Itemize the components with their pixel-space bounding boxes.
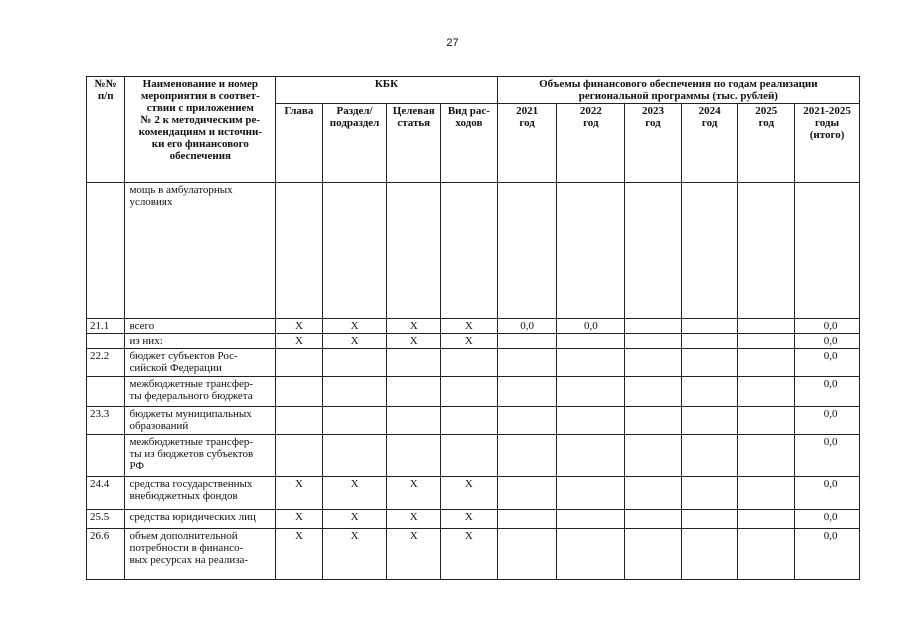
row-num [87,377,125,407]
header-volumes: Объемы финансового обеспечения по годам реализации региональной программы (тыс. рублей) [497,77,859,104]
row-kbk [322,183,387,319]
row-kbk: X [387,334,441,349]
row-total: 0,0 [795,377,860,407]
header-num: №№ п/п [87,77,125,183]
row-kbk: X [322,510,387,529]
row-kbk [387,435,441,477]
header-kbk-col: Вид рас- ходов [441,104,498,183]
row-kbk: X [441,477,498,510]
row-year [625,407,682,435]
row-year [497,407,557,435]
header-year: 2023 год [625,104,682,183]
row-kbk [441,435,498,477]
row-kbk [441,349,498,377]
row-kbk: X [322,334,387,349]
row-year: 0,0 [557,319,625,334]
row-num [87,435,125,477]
row-kbk [387,349,441,377]
row-year [738,529,795,580]
row-kbk: X [276,477,323,510]
row-kbk [276,407,323,435]
header-year: 2022 год [557,104,625,183]
row-year [625,319,682,334]
row-num: 24.4 [87,477,125,510]
row-kbk: X [276,334,323,349]
row-num: 26.6 [87,529,125,580]
row-kbk: X [322,529,387,580]
row-year [681,510,738,529]
row-kbk: X [387,477,441,510]
row-year [738,319,795,334]
row-year [557,334,625,349]
row-kbk [276,183,323,319]
header-year: 2025 год [738,104,795,183]
row-year [497,477,557,510]
header-kbk: КБК [276,77,498,104]
row-year [557,529,625,580]
row-year [681,377,738,407]
row-year [497,183,557,319]
row-name: бюджет субъектов Рос- сийской Федерации [125,349,276,377]
row-kbk [441,377,498,407]
row-total: 0,0 [795,435,860,477]
row-total: 0,0 [795,334,860,349]
row-year [497,349,557,377]
row-kbk: X [322,477,387,510]
row-year [497,435,557,477]
row-name: мощь в амбулаторных условиях [125,183,276,319]
row-year [557,183,625,319]
row-year [681,529,738,580]
row-year [738,377,795,407]
row-name: средства юридических лиц [125,510,276,529]
table-row [87,407,860,435]
row-kbk [276,435,323,477]
row-year [557,510,625,529]
row-kbk [322,377,387,407]
row-kbk [322,407,387,435]
header-year: 2024 год [681,104,738,183]
row-kbk: X [387,510,441,529]
table-row [87,377,860,407]
row-year [625,529,682,580]
row-num: 25.5 [87,510,125,529]
row-num: 21.1 [87,319,125,334]
row-kbk [387,407,441,435]
header-name: Наименование и номер мероприятия в соответ- ствии с приложением № 2 к методическим ре- комендациям и источни- ки его финансового обеспечения [125,77,276,183]
row-year [497,510,557,529]
row-kbk: X [276,319,323,334]
row-total [795,183,860,319]
row-num [87,183,125,319]
row-name: межбюджетные трансфер- ты из бюджетов субъектов РФ [125,435,276,477]
row-kbk: X [322,319,387,334]
header-year-total: 2021-2025 годы (итого) [795,104,860,183]
row-year [625,477,682,510]
row-year [557,349,625,377]
table-row [87,349,860,377]
row-num [87,334,125,349]
table-row [87,529,860,580]
row-kbk: X [441,510,498,529]
row-kbk: X [387,529,441,580]
row-year [681,407,738,435]
row-year [738,407,795,435]
row-kbk: X [441,334,498,349]
row-kbk [322,435,387,477]
row-year [625,349,682,377]
row-kbk: X [441,529,498,580]
row-kbk [276,349,323,377]
row-name: всего [125,319,276,334]
row-total: 0,0 [795,529,860,580]
row-year [557,407,625,435]
row-year [557,435,625,477]
table-row [87,435,860,477]
row-year [681,334,738,349]
row-year [497,529,557,580]
row-year [625,377,682,407]
row-year [625,510,682,529]
table-row [87,183,860,319]
row-kbk: X [276,510,323,529]
table-row [87,319,860,334]
row-year [738,349,795,377]
row-year [681,319,738,334]
row-num: 22.2 [87,349,125,377]
row-kbk [387,183,441,319]
row-kbk [441,407,498,435]
table-row [87,477,860,510]
financing-table [86,76,860,580]
row-total: 0,0 [795,319,860,334]
header-kbk-col: Раздел/ подраздел [322,104,387,183]
row-kbk [441,183,498,319]
row-name: межбюджетные трансфер- ты федерального бюджета [125,377,276,407]
row-year [738,477,795,510]
header-kbk-col: Целевая статья [387,104,441,183]
row-year [557,477,625,510]
row-year [557,377,625,407]
row-name: бюджеты муниципальных образований [125,407,276,435]
row-year [738,435,795,477]
page-number: 27 [446,37,459,49]
row-total: 0,0 [795,407,860,435]
row-num: 23.3 [87,407,125,435]
table-row [87,510,860,529]
row-kbk [387,377,441,407]
row-year [681,183,738,319]
row-name: из них: [125,334,276,349]
row-year [681,349,738,377]
row-kbk [322,349,387,377]
row-year [738,334,795,349]
row-total: 0,0 [795,477,860,510]
row-year [738,510,795,529]
row-total: 0,0 [795,510,860,529]
row-kbk: X [441,319,498,334]
header-year: 2021 год [497,104,557,183]
row-kbk: X [276,529,323,580]
row-kbk: X [387,319,441,334]
row-name: средства государственных внебюджетных фондов [125,477,276,510]
row-year [625,183,682,319]
row-year [738,183,795,319]
row-name: объем дополнительной потребности в финансо- вых ресурсах на реализа- [125,529,276,580]
row-kbk [276,377,323,407]
row-year [497,377,557,407]
header-kbk-col: Глава [276,104,323,183]
row-year [681,435,738,477]
row-total: 0,0 [795,349,860,377]
table-row [87,334,860,349]
row-year: 0,0 [497,319,557,334]
row-year [681,477,738,510]
row-year [625,435,682,477]
row-year [625,334,682,349]
row-year [497,334,557,349]
